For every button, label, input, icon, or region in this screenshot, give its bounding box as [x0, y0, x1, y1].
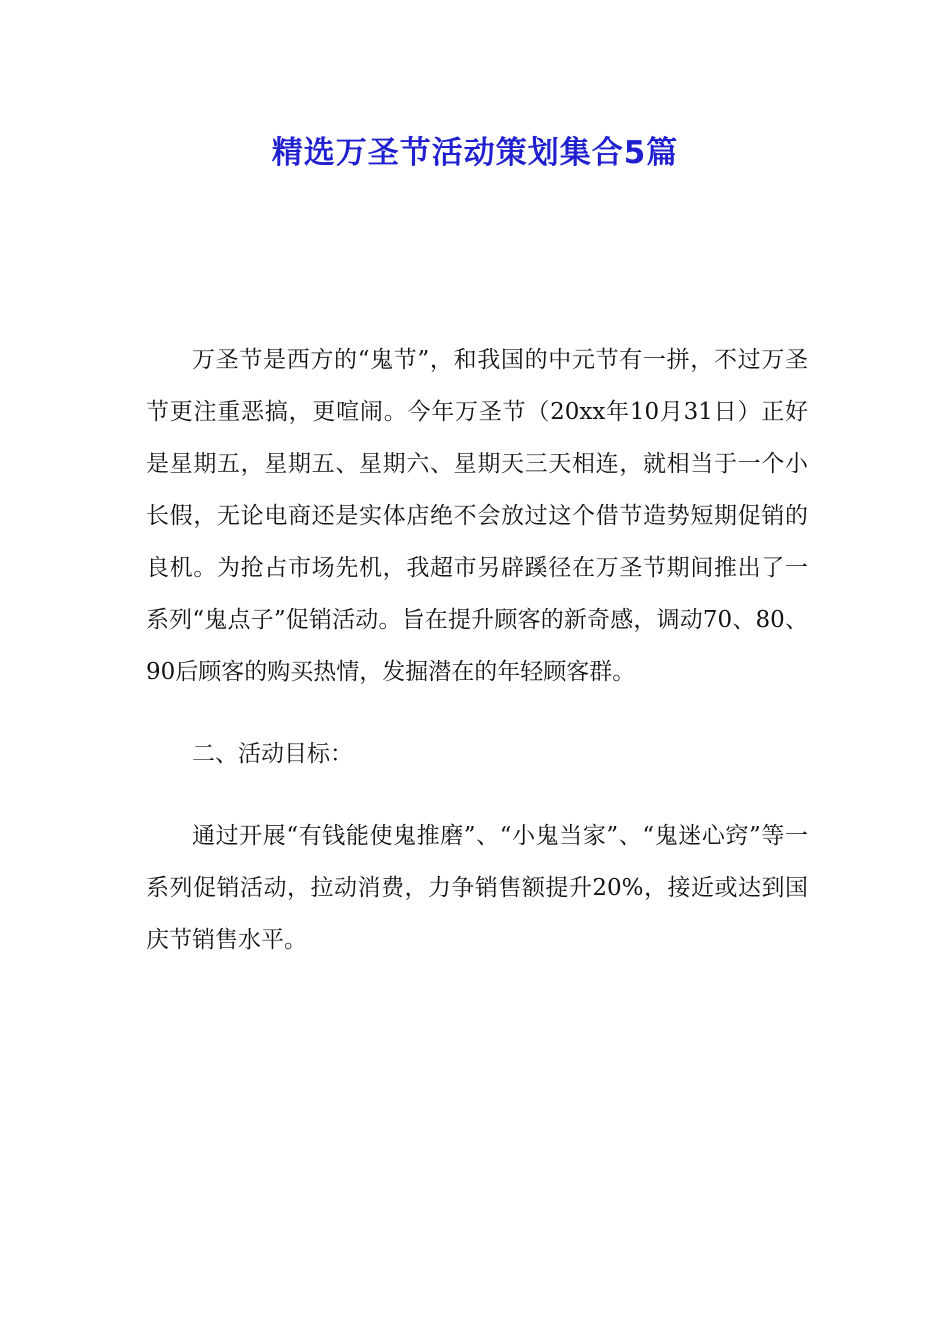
- section-heading-goals: 二、活动目标：: [192, 741, 353, 767]
- document-body: [146, 334, 808, 966]
- goals-paragraph: 通过开展“有钱能使鬼推磨”、“小鬼当家”、“鬼迷心窍”等一系列促销活动，拉动消费，力争销售额提升20%，接近或达到国庆节销售水平。: [146, 823, 808, 953]
- document-title: 精选万圣节活动策划集合5篇: [271, 135, 679, 171]
- intro-paragraph: 万圣节是西方的“鬼节”，和我国的中元节有一拼，不过万圣节更注重恶搞，更喧闹。今年万圣节（20xx年10月31日）正好是星期五，星期五、星期六、星期天三天相连，就相当于一个小长假，无论电商还是实体店绝不会放过这个借节造势短期促销的良机。为抢占市场先机，我超市另辟蹊径在万圣节期间推出了一系列“鬼点子”促销活动。旨在提升顾客的新奇感，调动70、80、90后顾客的购买热情，发掘潜在的年轻顾客群。: [146, 347, 808, 685]
